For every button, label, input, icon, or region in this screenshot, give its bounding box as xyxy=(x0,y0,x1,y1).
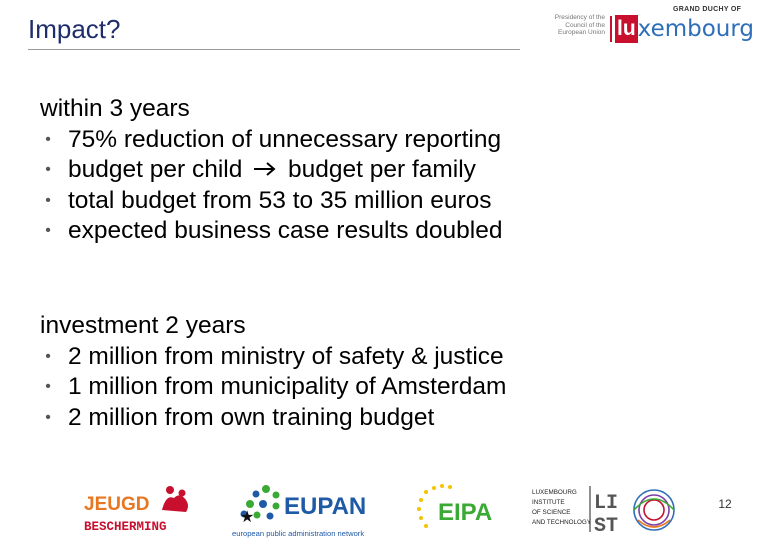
lu-box: lu xyxy=(615,15,638,43)
bescherming-text: BESCHERMING xyxy=(84,520,167,534)
list-logo xyxy=(530,482,700,538)
luxembourg-wordmark xyxy=(615,15,754,45)
list-item-text: budget per child xyxy=(68,156,243,183)
presidency-luxembourg-logo xyxy=(553,6,768,48)
title-underline xyxy=(28,49,520,50)
partner-logos xyxy=(0,478,780,540)
bullet-icon: • xyxy=(45,130,51,148)
list-item-text: total budget from 53 to 35 million euros xyxy=(68,186,492,214)
slide-title: Impact? xyxy=(28,14,121,44)
eupan-name: EUPAN xyxy=(284,493,367,520)
grand-duchy-label: GRAND DUCHY OF xyxy=(673,6,742,13)
presidency-caption: Presidency of the Council of the European Union xyxy=(554,14,605,36)
section-investment-2-years xyxy=(40,311,506,433)
arrow-right-icon xyxy=(252,160,278,178)
xembourg-text: xembourg xyxy=(637,16,755,42)
eupan-tagline: european public administration network xyxy=(232,529,365,538)
list-line-3: OF SCIENCE xyxy=(532,509,571,516)
page-number: 12 xyxy=(718,497,732,511)
list-mark-bottom: ST xyxy=(594,515,619,538)
eupan-logo xyxy=(230,484,382,540)
presidency-divider xyxy=(610,16,612,42)
list-line-1: LUXEMBOURG xyxy=(532,489,577,496)
eipa-logo xyxy=(412,482,500,536)
list-line-2: INSTITUTE xyxy=(532,499,565,506)
list-item xyxy=(40,342,506,373)
list-item-text: expected business case results doubled xyxy=(68,217,503,244)
list-item xyxy=(40,155,502,186)
list-item-text: budget per family xyxy=(287,156,476,183)
jeugd-text: JEUGD xyxy=(84,494,150,515)
list-item xyxy=(40,125,502,156)
list-item-text: 2 million from ministry of safety & justice xyxy=(68,342,504,370)
list-item-text: 1 million from municipality of Amsterdam xyxy=(68,373,507,400)
list-item xyxy=(40,216,502,247)
bullet-icon: • xyxy=(45,378,51,395)
svg-text:★: ★ xyxy=(240,507,255,526)
jeugdbescherming-logo xyxy=(82,484,194,534)
eipa-name: EIPA xyxy=(438,499,493,526)
list-mark-top: LI xyxy=(594,492,619,515)
bullet-icon: • xyxy=(45,347,51,365)
list-item xyxy=(40,372,506,403)
list-line-4: AND TECHNOLOGY xyxy=(532,519,592,526)
bullet-icon: • xyxy=(45,408,51,426)
section-heading: investment 2 years xyxy=(40,312,246,339)
list-item-text: 2 million from own training budget xyxy=(68,403,435,431)
section-heading: within 3 years xyxy=(40,95,190,122)
list-item-text: 75% reduction of unnecessary reporting xyxy=(68,125,502,153)
bullet-icon: • xyxy=(45,161,51,178)
bullet-icon: • xyxy=(45,222,51,239)
section-within-3-years xyxy=(40,94,502,247)
list-item xyxy=(40,186,502,217)
list-item xyxy=(40,403,506,434)
bullet-icon: • xyxy=(45,191,51,209)
